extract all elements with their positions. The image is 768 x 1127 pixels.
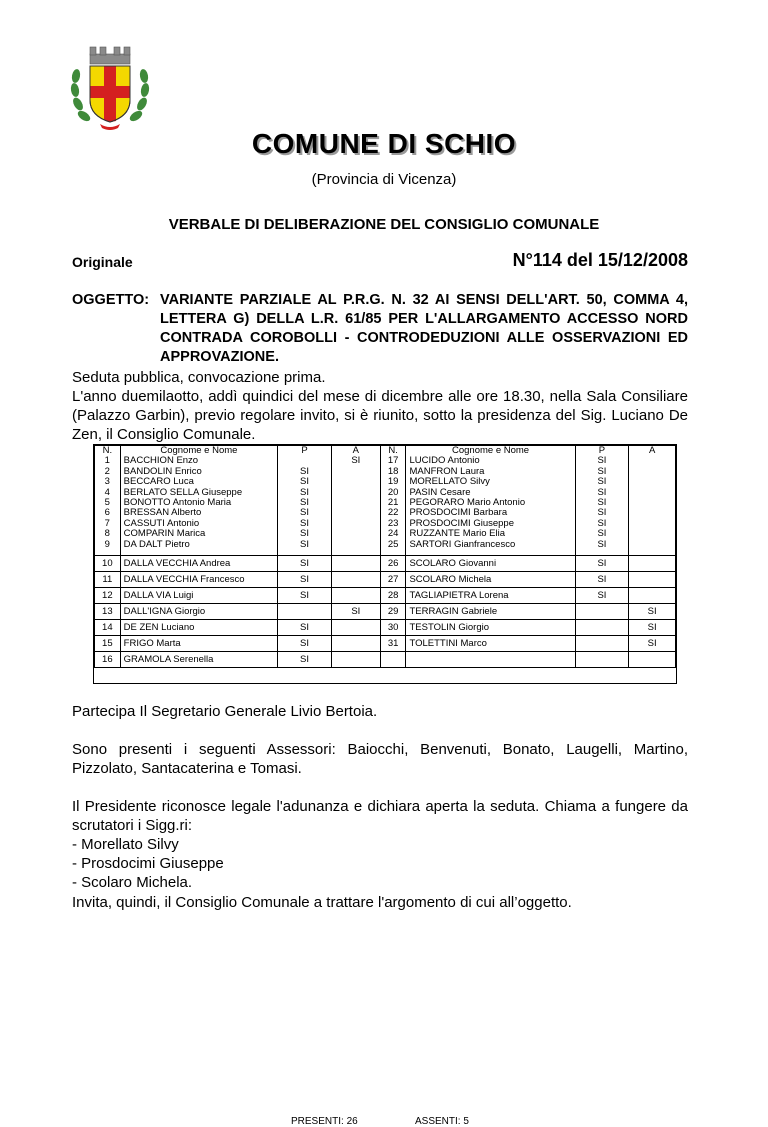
cell-n: 13 xyxy=(95,604,121,620)
cell-a xyxy=(632,519,672,529)
cell-p: SI xyxy=(597,496,607,508)
cell-a xyxy=(335,467,377,477)
a-column-right xyxy=(629,446,676,556)
seduta-text: L'anno duemilaotto, addì quindici del mese di dicembre alle ore 18.30, nella Sala Consiliare (Palazzo Garbin), previo regolare invito, si è riunito, sotto la presidenza del Sig. Luciano De Zen, il Consiglio Comunale. xyxy=(72,388,688,443)
cell-a xyxy=(335,488,377,498)
cell-p: SI xyxy=(278,556,332,572)
assessori-paragraph: Sono presenti i seguenti Assessori: Baiocchi, Benvenuti, Bonato, Laugelli, Martino, Pizzolato, Santacaterina e Tomasi. xyxy=(72,741,688,777)
cell-n: 28 xyxy=(380,588,406,604)
cell-name: SCOLARO Michela xyxy=(406,572,575,588)
cell-p: SI xyxy=(597,486,607,498)
cell-p xyxy=(278,604,332,620)
header-name: Cognome e Nome xyxy=(451,445,530,456)
deliberation-number: N°114 del 15/12/2008 xyxy=(512,250,688,270)
cell-p: SI xyxy=(278,652,332,668)
cell-name: BONOTTO Antonio Maria xyxy=(123,496,232,508)
n-column-left xyxy=(95,446,121,556)
cell-a xyxy=(632,529,672,539)
cell-a xyxy=(629,588,676,604)
cell-a: SI xyxy=(629,620,676,636)
header-p: P xyxy=(598,445,606,456)
cell-a xyxy=(629,572,676,588)
cell-name: DALLA VECCHIA Francesco xyxy=(120,572,278,588)
cell-p: SI xyxy=(575,556,629,572)
cell-n: 9 xyxy=(104,538,110,550)
cell-name xyxy=(406,652,575,668)
table-row xyxy=(95,636,676,652)
cell-name: DALLA VIA Luigi xyxy=(120,588,278,604)
cell-name: DA DALT Pietro xyxy=(123,538,190,550)
cell-n: 3 xyxy=(104,476,110,488)
presenti-total: PRESENTI: 26 xyxy=(291,1116,358,1127)
cell-a xyxy=(331,652,380,668)
cell-n: 14 xyxy=(95,620,121,636)
cell-p: SI xyxy=(597,528,607,540)
cell-name: BERLATO SELLA Giuseppe xyxy=(123,486,243,498)
name-column-left xyxy=(120,446,278,556)
header-name: Cognome e Nome xyxy=(160,445,238,456)
cell-a: SI xyxy=(629,604,676,620)
table-row xyxy=(95,556,676,572)
cell-p: SI xyxy=(597,465,607,477)
cell-p: SI xyxy=(299,476,309,488)
cell-p: SI xyxy=(597,507,607,519)
cell-p: SI xyxy=(278,572,332,588)
cell-a xyxy=(632,456,672,466)
cell-n: 19 xyxy=(387,476,399,488)
p-column-right xyxy=(575,446,629,556)
cell-a xyxy=(331,556,380,572)
cell-a xyxy=(335,519,377,529)
cell-n: 31 xyxy=(380,636,406,652)
cell-n: 12 xyxy=(95,588,121,604)
presidente-paragraph: Il Presidente riconosce legale l'adunanza e dichiara aperta la seduta. Chiama a fungere da scrutatori i Sigg.ri: xyxy=(72,798,688,834)
cell-n: 2 xyxy=(104,465,110,477)
cell-n: 18 xyxy=(387,465,399,477)
cell-name: MORELLATO Silvy xyxy=(409,476,490,488)
cell-n: 22 xyxy=(387,507,399,519)
cell-p: SI xyxy=(278,620,332,636)
cell-name: BANDOLIN Enrico xyxy=(123,465,202,477)
originale-label: Originale xyxy=(72,254,133,270)
seduta-block xyxy=(72,368,688,444)
provincia-subtitle: (Provincia di Vicenza) xyxy=(311,171,457,188)
cell-a xyxy=(331,636,380,652)
cell-name: LUCIDO Antonio xyxy=(409,455,480,467)
cell-p: SI xyxy=(575,572,629,588)
a-column-left xyxy=(331,446,380,556)
cell-p xyxy=(575,604,629,620)
cell-n: 21 xyxy=(387,496,399,508)
cell-name: SCOLARO Giovanni xyxy=(406,556,575,572)
table-row xyxy=(95,588,676,604)
table-row xyxy=(95,652,676,668)
cell-n: 30 xyxy=(380,620,406,636)
cell-n: 24 xyxy=(387,528,399,540)
scrutatore-item: - Prosdocimi Giuseppe xyxy=(72,855,224,872)
cell-name: BRESSAN Alberto xyxy=(123,507,202,519)
cell-p: SI xyxy=(278,588,332,604)
cell-n: 4 xyxy=(104,486,110,498)
cell-a xyxy=(335,529,377,539)
cell-p: SI xyxy=(299,517,309,529)
cell-p: SI xyxy=(597,517,607,529)
cell-n: 23 xyxy=(387,517,399,529)
cell-a xyxy=(335,477,377,487)
n-column-right xyxy=(380,446,406,556)
cell-name: GRAMOLA Serenella xyxy=(120,652,278,668)
cell-n: 7 xyxy=(104,517,110,529)
cell-n: 16 xyxy=(95,652,121,668)
cell-name: DE ZEN Luciano xyxy=(120,620,278,636)
cell-name: COMPARIN Marica xyxy=(123,528,206,540)
header-a: A xyxy=(352,445,359,456)
cell-n: 15 xyxy=(95,636,121,652)
cell-a: SI xyxy=(351,455,361,467)
table-row xyxy=(95,604,676,620)
cell-a xyxy=(331,588,380,604)
cell-p xyxy=(575,620,629,636)
table-block-row xyxy=(95,446,676,556)
table-row xyxy=(95,572,676,588)
cell-name: FRIGO Marta xyxy=(120,636,278,652)
cell-a xyxy=(632,467,672,477)
cell-name: PROSDOCIMI Giuseppe xyxy=(409,517,515,529)
header-n: N. xyxy=(388,445,398,456)
cell-n: 10 xyxy=(95,556,121,572)
cell-p: SI xyxy=(299,465,309,477)
presidente-block xyxy=(72,797,688,892)
invita-paragraph: Invita, quindi, il Consiglio Comunale a trattare l'argomento di cui all’oggetto. xyxy=(72,894,572,911)
cell-n: 8 xyxy=(104,528,110,540)
segretario-paragraph: Partecipa Il Segretario Generale Livio Bertoia. xyxy=(72,703,378,720)
cell-a xyxy=(331,572,380,588)
cell-a: SI xyxy=(629,636,676,652)
cell-name: RUZZANTE Mario Elia xyxy=(409,528,506,540)
scrutatore-item: - Morellato Silvy xyxy=(72,836,179,853)
cell-n: 17 xyxy=(387,455,399,467)
header-p: P xyxy=(301,445,308,456)
cell-name: MANFRON Laura xyxy=(409,465,485,477)
cell-n: 20 xyxy=(387,486,399,498)
cell-a xyxy=(632,508,672,518)
cell-name: PEGORARO Mario Antonio xyxy=(409,496,526,508)
cell-n: 27 xyxy=(380,572,406,588)
cell-n: 25 xyxy=(387,538,399,550)
cell-p: SI xyxy=(299,507,309,519)
cell-a xyxy=(335,508,377,518)
cell-n xyxy=(380,652,406,668)
cell-name: TOLETTINI Marco xyxy=(406,636,575,652)
cell-name: BECCARO Luca xyxy=(123,476,194,488)
cell-p: SI xyxy=(299,538,309,550)
cell-a xyxy=(629,652,676,668)
cell-p: SI xyxy=(597,455,607,467)
cell-n: 5 xyxy=(104,496,110,508)
verbale-heading: VERBALE DI DELIBERAZIONE DEL CONSIGLIO COMUNALE xyxy=(168,216,600,233)
cell-name: CASSUTI Antonio xyxy=(123,517,200,529)
table-row xyxy=(95,620,676,636)
coat-of-arms-icon xyxy=(68,42,152,132)
cell-p: SI xyxy=(575,588,629,604)
header-a: A xyxy=(648,445,656,456)
cell-n: 26 xyxy=(380,556,406,572)
cell-name: TERRAGIN Gabriele xyxy=(406,604,575,620)
comune-title: COMUNE DI SCHIO xyxy=(251,128,517,159)
cell-p: SI xyxy=(278,636,332,652)
cell-a xyxy=(632,498,672,508)
cell-p xyxy=(575,652,629,668)
name-column-right xyxy=(406,446,575,556)
cell-name: DALL'IGNA Giorgio xyxy=(120,604,278,620)
cell-n: 6 xyxy=(104,507,110,519)
cell-a xyxy=(629,556,676,572)
cell-a xyxy=(632,540,672,550)
scrutatore-item: - Scolaro Michela. xyxy=(72,874,193,891)
cell-a: SI xyxy=(331,604,380,620)
cell-a xyxy=(331,620,380,636)
cell-a xyxy=(632,477,672,487)
cell-p xyxy=(575,636,629,652)
cell-name: TESTOLIN Giorgio xyxy=(406,620,575,636)
cell-name: SARTORI Gianfrancesco xyxy=(409,538,516,550)
assenti-total: ASSENTI: 5 xyxy=(415,1116,469,1127)
cell-n: 11 xyxy=(95,572,121,588)
cell-p: SI xyxy=(597,538,607,550)
cell-name: BACCHION Enzo xyxy=(123,455,199,467)
cell-name: PROSDOCIMI Barbara xyxy=(409,507,508,519)
cell-a xyxy=(335,498,377,508)
cell-name: DALLA VECCHIA Andrea xyxy=(120,556,278,572)
cell-p: SI xyxy=(299,486,309,498)
cell-name: TAGLIAPIETRA Lorena xyxy=(406,588,575,604)
cell-p: SI xyxy=(597,476,607,488)
seduta-line: Seduta pubblica, convocazione prima. xyxy=(72,369,326,386)
oggetto-text: VARIANTE PARZIALE AL P.R.G. N. 32 AI SENSI DELL'ART. 50, COMMA 4, LETTERA G) DELLA L.R. 61/85 PER L'ALLARGAMENTO ACCESSO NORD CONTRADA COROBOLLI - CONTRODEDUZIONI ALLE OSSERVAZIONI ED APPROVAZIONE. xyxy=(160,292,688,365)
oggetto-label: OGGETTO: xyxy=(72,292,150,308)
p-column-left xyxy=(278,446,332,556)
cell-a xyxy=(632,488,672,498)
cell-n: 1 xyxy=(104,455,110,467)
cell-p: SI xyxy=(299,496,309,508)
cell-name: PASIN Cesare xyxy=(409,486,471,498)
cell-n: 29 xyxy=(380,604,406,620)
cell-a xyxy=(335,540,377,550)
oggetto-block xyxy=(72,291,688,367)
header-n: N. xyxy=(102,445,113,456)
cell-p: SI xyxy=(299,528,309,540)
